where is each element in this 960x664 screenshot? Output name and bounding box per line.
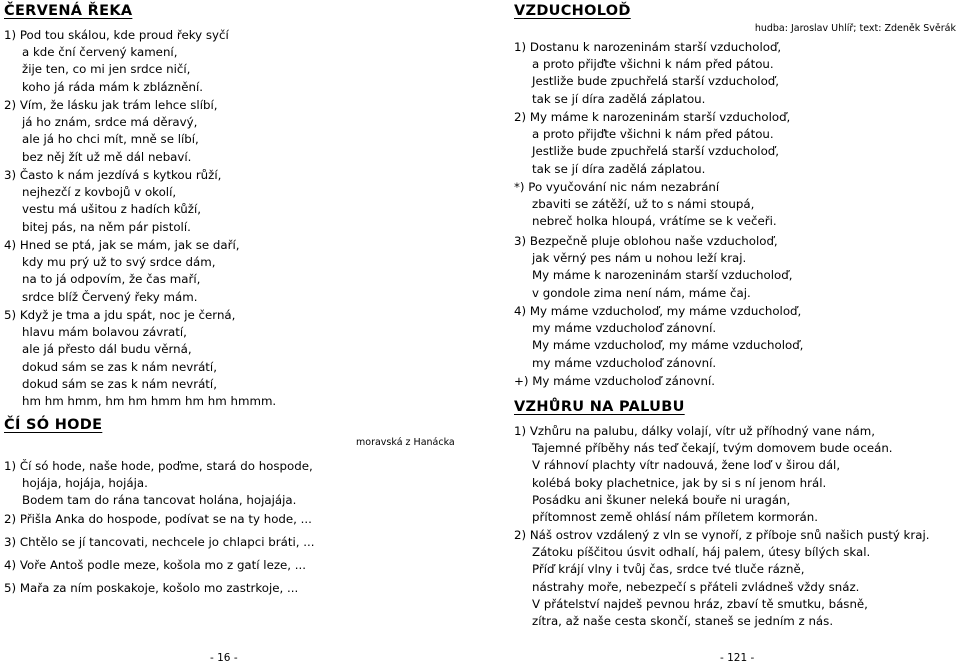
verse-line: a kde ční červený kamení, bbox=[22, 45, 178, 60]
verse-line: kdy mu prý už to svý srdce dám, bbox=[22, 255, 216, 270]
verse-line: ale já přesto dál budu věrná, bbox=[22, 342, 192, 357]
verse-line: a proto přijďte všichni k nám před pátou. bbox=[532, 127, 774, 142]
verse-1 bbox=[4, 27, 229, 96]
verse-1 bbox=[514, 39, 781, 108]
verse-2 bbox=[514, 527, 929, 630]
verse-1 bbox=[4, 458, 313, 510]
verse-line: na to já odpovím, že čas maří, bbox=[22, 272, 201, 287]
verse-line: tak se jí díra zadělá záplatou. bbox=[532, 91, 706, 106]
verse-coda bbox=[514, 373, 715, 390]
verse-line: hojája, hojája, hojája. bbox=[22, 476, 148, 491]
verse-line: 2) Náš ostrov vzdálený z vln se vynoří, z příboje snů našich pustý kraj. bbox=[514, 528, 930, 542]
verse-line: tak se jí díra zadělá záplatou. bbox=[532, 161, 706, 176]
verse-line: 3) Bezpečně pluje oblohou naše vzducholoď, bbox=[514, 234, 778, 248]
verse-line: 5) Když je tma a jdu spát, noc je černá, bbox=[4, 308, 236, 322]
verse-1 bbox=[514, 423, 893, 526]
verse-line: nástrahy moře, nebezpečí s přáteli zvládneš vždy snáz. bbox=[532, 579, 860, 594]
verse-line: 2) Vím, že lásku jak trám lehce slíbí, bbox=[4, 98, 218, 112]
verse-3 bbox=[4, 167, 221, 236]
verse-line: přítomnost země ohlásí nám příletem kormorán. bbox=[532, 510, 818, 525]
verse-line: My máme vzducholoď, my máme vzducholoď, bbox=[532, 338, 804, 353]
left-page bbox=[0, 0, 470, 664]
song-title-ci-so-hode: ČÍ SÓ HODE bbox=[4, 417, 103, 433]
verse-line: dokud sám se zas k nám nevrátí, bbox=[22, 359, 217, 374]
verse-2 bbox=[514, 109, 790, 178]
page-number: - 121 - bbox=[720, 652, 755, 664]
verse-line: hm hm hmm, hm hm hmm hm hm hmmm. bbox=[22, 394, 277, 409]
verse-line: v gondole zima není nám, máme čaj. bbox=[532, 285, 751, 300]
verse-line: 3) Chtělo se jí tancovati, nechcele jo chlapci bráti, ... bbox=[4, 535, 315, 549]
verse-line: 3) Často k nám jezdívá s kytkou růží, bbox=[4, 168, 222, 182]
verse-line: bitej pás, na něm pár pistolí. bbox=[22, 219, 191, 234]
verse-line: V ráhnoví plachty vítr nadouvá, žene loď v širou dál, bbox=[532, 458, 841, 473]
verse-line: Jestliže bude zpuchřelá starší vzducholoď, bbox=[532, 74, 780, 89]
verse-line: dokud sám se zas k nám nevrátí, bbox=[22, 376, 217, 391]
verse-line: bez něj žít už mě dál nebaví. bbox=[22, 149, 192, 164]
right-page bbox=[500, 0, 960, 664]
verse-line: my máme vzducholoď zánovní. bbox=[532, 355, 717, 370]
verse-4 bbox=[514, 303, 803, 372]
verse-line: ale já ho chci mít, mně se líbí, bbox=[22, 132, 199, 147]
verse-line: 2) Přišla Anka do hospode, podívat se na ty hode, ... bbox=[4, 512, 312, 526]
verse-line: +) My máme vzducholoď zánovní. bbox=[514, 374, 716, 388]
verse-line: My máme k narozeninám starší vzducholoď, bbox=[532, 268, 793, 283]
verse-line: 1) Čí só hode, naše hode, poďme, stará do hospode, bbox=[4, 459, 313, 473]
verse-line: koho já ráda mám k zbláznění. bbox=[22, 79, 204, 94]
verse-line: Posádku ani škuner neleká bouře ni uragán, bbox=[532, 492, 791, 507]
verse-line: Tajemné příběhy nás teď čekají, tvým domovem bude oceán. bbox=[532, 441, 893, 456]
verse-line: nejhezčí z kovbojů v okolí, bbox=[22, 185, 177, 200]
verse-5 bbox=[4, 307, 276, 410]
verse-line: V přátelství najdeš pevnou hráz, zbaví tě smutku, básně, bbox=[532, 596, 868, 611]
verse-line: 4) Voře Antoš podle meze, košola mo z gatí leze, ... bbox=[4, 558, 307, 572]
verse-2 bbox=[4, 511, 312, 528]
verse-5 bbox=[4, 580, 298, 597]
verse-2 bbox=[4, 97, 218, 166]
page-number: - 16 - bbox=[210, 652, 238, 664]
song-credit: hudba: Jaroslav Uhlíř; text: Zdeněk Svěrák bbox=[754, 23, 956, 34]
song-title-cervena-reka: ČERVENÁ ŘEKA bbox=[4, 3, 133, 19]
verse-refrain bbox=[514, 179, 777, 231]
verse-line: hlavu mám bolavou závratí, bbox=[22, 325, 187, 340]
verse-line: Bodem tam do rána tancovat holána, hojajája. bbox=[22, 493, 297, 508]
verse-line: 1) Pod tou skálou, kde proud řeky syčí bbox=[4, 28, 229, 42]
verse-line: jak věrný pes nám u nohou leží kraj. bbox=[532, 251, 747, 266]
verse-line: Zátoku píščitou úsvit odhalí, háj palem, útesy bílých skal. bbox=[532, 545, 871, 560]
verse-line: a proto přijďte všichni k nám před pátou. bbox=[532, 57, 774, 72]
verse-line: srdce blíž Červený řeky mám. bbox=[22, 289, 198, 304]
verse-line: 1) Vzhůru na palubu, dálky volají, vítr už příhodný vane nám, bbox=[514, 424, 875, 438]
verse-line: 2) My máme k narozeninám starší vzducholoď, bbox=[514, 110, 791, 124]
verse-line: 4) My máme vzducholoď, my máme vzducholoď, bbox=[514, 304, 802, 318]
verse-line: my máme vzducholoď zánovní. bbox=[532, 321, 717, 336]
verse-line: 1) Dostanu k narozeninám starší vzducholoď, bbox=[514, 40, 782, 54]
song-credit: moravská z Hanácka bbox=[356, 437, 455, 448]
verse-line: Příď krájí vlny i tvůj čas, srdce tvé tluče rázně, bbox=[532, 562, 805, 577]
verse-line: kolébá boky plachetnice, jak by si s ní jenom hrál. bbox=[532, 475, 827, 490]
verse-line: nebreč holka hloupá, vrátíme se k večeři. bbox=[532, 214, 777, 229]
verse-line: 5) Mařa za ním poskakoje, košolo mo zastrkoje, ... bbox=[4, 581, 299, 595]
verse-line: já ho znám, srdce má děravý, bbox=[22, 115, 198, 130]
verse-line: 4) Hned se ptá, jak se mám, jak se daří, bbox=[4, 238, 240, 252]
verse-3 bbox=[514, 233, 792, 302]
verse-4 bbox=[4, 237, 240, 306]
song-title-vzhuru-na-palubu: VZHŮRU NA PALUBU bbox=[514, 399, 685, 415]
verse-line: žije ten, co mi jen srdce ničí, bbox=[22, 62, 191, 77]
verse-line: vestu má ušitou z hadích kůží, bbox=[22, 202, 201, 217]
verse-line: zbaviti se zátěží, už to s námi stoupá, bbox=[532, 197, 755, 212]
verse-line: zítra, až naše cesta skončí, staneš se jedním z nás. bbox=[532, 614, 834, 629]
verse-4 bbox=[4, 557, 306, 574]
verse-line: *) Po vyučování nic nám nezabrání bbox=[514, 180, 720, 194]
verse-3 bbox=[4, 534, 314, 551]
song-title-vzducholod: VZDUCHOLOĎ bbox=[514, 3, 631, 19]
verse-line: Jestliže bude zpuchřelá starší vzducholoď, bbox=[532, 144, 780, 159]
